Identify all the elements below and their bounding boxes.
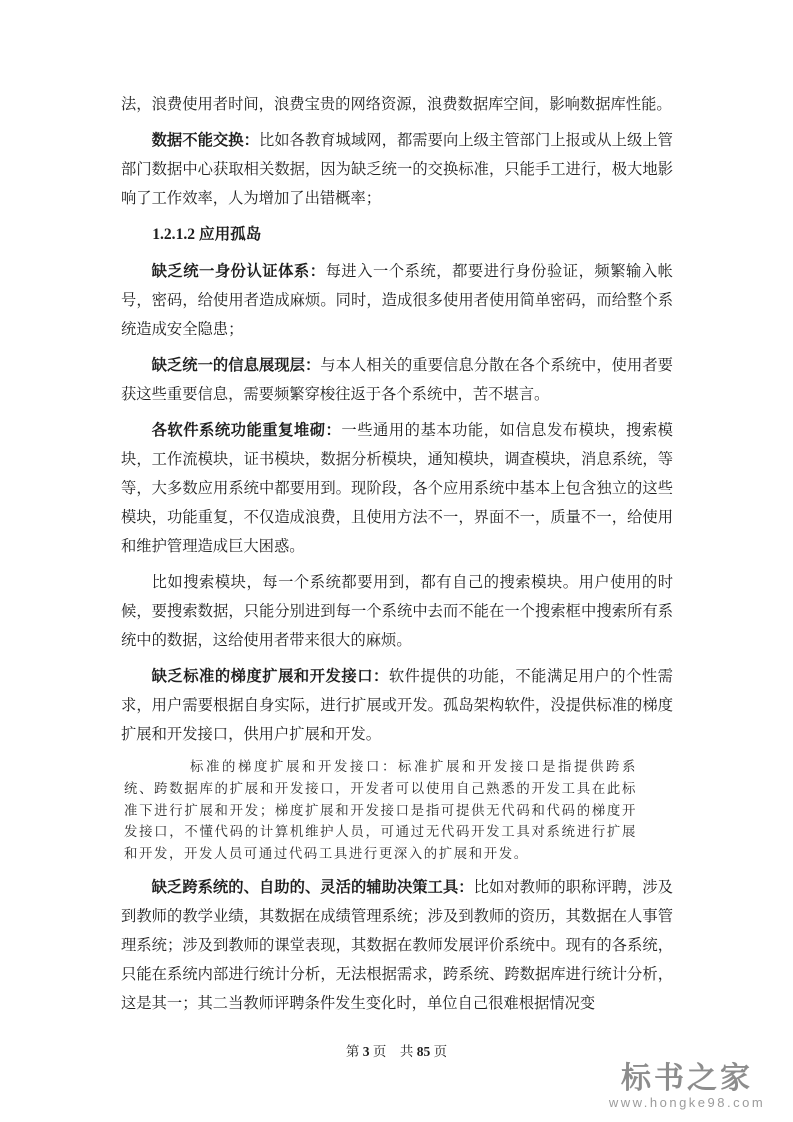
page-number: 3	[362, 1044, 370, 1059]
paragraph	[121, 568, 673, 655]
footer-suffix: 页	[430, 1044, 448, 1059]
paragraph-text: 比如各教育城域网，都需要向上级主管部门上报或从上级上管部门数据中心获取相关数据，因为缺乏统一的交换标准，只能手工进行，极大地影响了工作效率，人为增加了出错概率；	[121, 132, 673, 207]
document-body	[121, 90, 673, 1025]
paragraph-text: 比如对教师的职称评聘，涉及到教师的教学业绩，其数据在成绩管理系统；涉及到教师的资历，其数据在人事管理系统；涉及到教师的课堂表现，其数据在教师发展评价系统中。现有的各系统，只能在系统内部进行统计分析，无法根据需求，跨系统、跨数据库进行统计分析，这是其一；其二当教师评聘条件发生变化时，单位自己很难根据情况变	[121, 878, 673, 1012]
watermark-brand-text: 标书之家	[621, 1062, 753, 1095]
paragraph-lead: 数据不能交换：	[151, 132, 259, 149]
paragraph	[121, 90, 673, 119]
total-pages: 85	[416, 1044, 431, 1059]
paragraph	[121, 126, 673, 213]
paragraph-lead: 缺乏标准的梯度扩展和开发接口：	[151, 668, 389, 685]
footer-prefix: 第	[345, 1044, 363, 1059]
paragraph-lead: 缺乏统一的信息展现层：	[151, 357, 321, 374]
paragraph	[121, 873, 673, 1018]
paragraph-lead: 缺乏统一身份认证体系：	[151, 263, 326, 280]
watermark-url: www.hongke98.com	[608, 1095, 766, 1110]
watermark	[587, 1063, 787, 1111]
section-heading: 1.2.1.2 应用孤岛	[152, 226, 262, 243]
paragraph	[121, 257, 673, 344]
paragraph-lead: 各软件系统功能重复堆砌：	[151, 422, 342, 439]
paragraph	[121, 662, 673, 749]
paragraph-text: 每进入一个系统，都要进行身份验证，频繁输入帐号，密码，给使用者造成麻烦。同时，造成很多使用者使用简单密码，而给整个系统造成安全隐患；	[121, 263, 673, 338]
paragraph	[121, 351, 673, 409]
paragraph-lead: 缺乏跨系统的、自助的、灵活的辅助决策工具：	[151, 878, 474, 896]
paragraph-text: 与本人相关的重要信息分散在各个系统中，使用者要获这些重要信息，需要频繁穿梭往返于各个系统中，苦不堪言。	[121, 357, 673, 403]
note-paragraph: 标准的梯度扩展和开发接口：标准扩展和开发接口是指提供跨系统、跨数据库的扩展和开发接口，开发者可以使用自己熟悉的开发工具在此标准下进行扩展和开发；梯度扩展和开发接口是指可提供无代码和代码的梯度开发接口，不懂代码的计算机维护人员，可通过无代码开发工具对系统进行扩展和开发，开发人员可通过代码工具进行更深入的扩展和开发。	[124, 759, 637, 862]
paragraph	[121, 416, 673, 561]
paragraph-text: 软件提供的功能，不能满足用户的个性需求，用户需要根据自身实际，进行扩展或开发。孤岛架构软件，没提供标准的梯度扩展和开发接口，供用户扩展和开发。	[121, 668, 673, 743]
paragraph-text: 法，浪费使用者时间，浪费宝贵的网络资源，浪费数据库空间，影响数据库性能。	[121, 96, 672, 113]
paragraph-text: 一些通用的基本功能，如信息发布模块，搜索模块，工作流模块，证书模块，数据分析模块，通知模块，调查模块，消息系统，等等，大多数应用系统中都要用到。现阶段，各个应用系统中基本上包含独立的这些模块，功能重复，不仅造成浪费，且使用方法不一，界面不一，质量不一，给使用和维护管理造成巨大困惑。	[121, 422, 673, 555]
footer-middle: 页 共	[369, 1044, 417, 1059]
page-footer	[0, 1040, 793, 1060]
paragraph-text: 比如搜索模块，每一个系统都要用到，都有自己的搜索模块。用户使用的时候，要搜索数据，只能分别进到每一个系统中去而不能在一个搜索框中搜索所有系统中的数据，这给使用者带来很大的麻烦。	[121, 574, 673, 649]
